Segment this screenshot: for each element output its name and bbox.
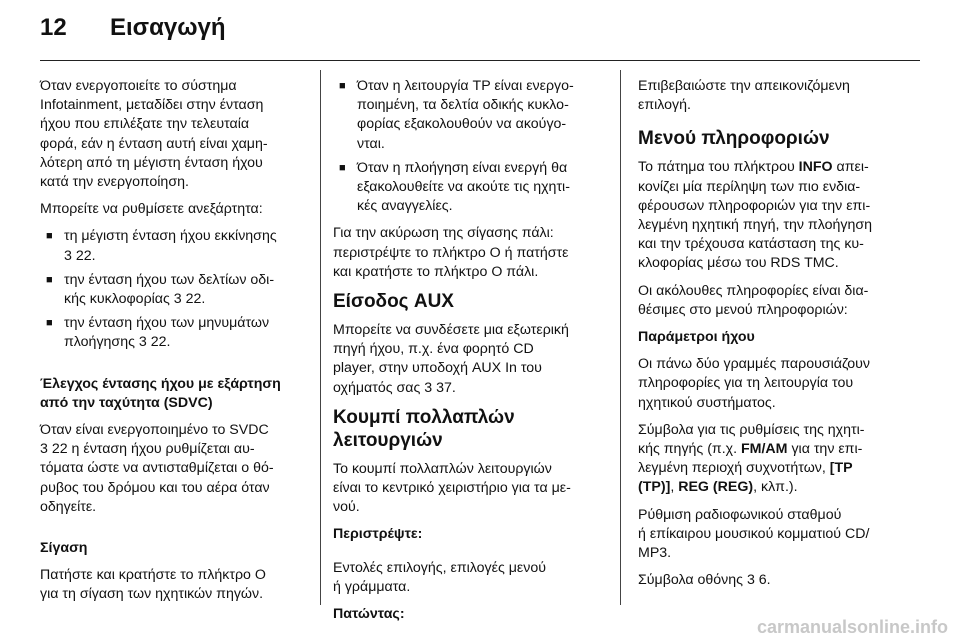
screen-symbols-paragraph: Σύμβολα οθόνης 3 6. [638, 572, 771, 589]
bullet-icon: ■ [339, 80, 346, 92]
press-heading: Πατώντας: [333, 606, 405, 623]
page-header [40, 14, 225, 48]
column-divider-1 [320, 70, 321, 605]
volume-list [40, 227, 310, 352]
cancel-mute-paragraph: Για την ακύρωση της σίγασης πάλι: περιστρέψτε το πλήκτρο O ή πατήστε και κρατήστε το πλήκτρο O πάλι. [333, 225, 569, 280]
page-number: 12 [40, 14, 67, 41]
bullet-icon: ■ [46, 273, 53, 286]
turn-paragraph: Εντολές επιλογής, επιλογές μενού ή γράμματα. [333, 559, 546, 595]
radio-paragraph: Ρύθμιση ραδιοφωνικού σταθμού ή επίκαιρου μουσικού κομματιού CD/ MP3. [638, 506, 870, 562]
info-button-label: INFO [798, 159, 833, 176]
list-item: ■ τη μέγιστη ένταση ήχου εκκίνησης 3 22. [46, 228, 277, 264]
intro-paragraph: Όταν ενεργοποιείτε το σύστημα Infotainment, μεταδίδει στην ένταση ήχου που επιλέξατε την τελευταία φορά, εάν η ένταση αυτή είναι χαμη- λότερη από τη μέγιστη ένταση ήχου κατά την ενεργοποίηση. [40, 78, 268, 191]
list-item: ■ Όταν η πλοήγηση είναι ενεργή θα εξακολουθείτε να ακούτε τις ηχητι- κές αναγγελίες. [339, 159, 570, 215]
tp-label: [TP [829, 460, 853, 477]
mute-notes-list [333, 77, 603, 216]
knob-paragraph: Το κουμπί πολλαπλών λειτουργιών είναι το κεντρικό χειριστήριο για τα με- νού. [333, 460, 571, 516]
turn-heading: Περιστρέψτε: [333, 526, 423, 543]
list-item: ■ Όταν η λειτουργία TP είναι ενεργο- ποιημένη, τα δελτία οδικής κυκλο- φορίας εξακολουθούν να ακούγο- νται. [339, 78, 574, 152]
column-1 [40, 77, 310, 613]
column-2 [333, 77, 603, 632]
confirm-paragraph: Επιβεβαιώστε την απεικονιζόμενη επιλογή. [638, 78, 850, 114]
fmam-label: FM/AM [741, 441, 788, 458]
aux-paragraph: Μπορείτε να συνδέσετε μια εξωτερική πηγή ήχου, π.χ. ένα φορητό CD player, στην υποδοχή AUX In του οχήματός σας 3 37. [333, 322, 569, 396]
symbols-paragraph: Σύμβολα για τις ρυθμίσεις της ηχητι- κής πηγής (π.χ. FM/AM για την επι- λεγμένη περιοχή συχνοτήτων, [TP (TP)], REG (REG), κλπ.). [638, 421, 865, 496]
header-rule [40, 60, 920, 61]
mute-heading: Σίγαση [40, 540, 88, 557]
aux-heading: Είσοδος AUX [333, 291, 454, 313]
sdvc-paragraph: Όταν είναι ενεργοποιημένο το SVDC 3 22 η ένταση ήχου ρυθμίζεται αυ- τόματα ώστε να αντισταθμίζεται ο θό- ρυβος του δρόμου και του αέρα όταν οδηγείτε. [40, 422, 274, 515]
info-menu-heading: Μενού πληροφοριών [638, 128, 830, 150]
mute-paragraph: Πατήστε και κρατήστε το πλήκτρο O για τη σίγαση των ηχητικών πηγών. [40, 567, 266, 603]
reg-label: REG (REG) [678, 479, 754, 496]
bullet-icon: ■ [46, 230, 53, 243]
column-3 [638, 77, 920, 598]
watermark: carmanualsonline.info [756, 617, 948, 637]
bullet-icon: ■ [46, 317, 53, 330]
sdvc-heading: Έλεγχος έντασης ήχου με εξάρτηση από την ταχύτητα (SDVC) [40, 375, 281, 411]
audio-params-heading: Παράμετροι ήχου [638, 329, 755, 346]
column-divider-2 [620, 70, 621, 605]
knob-heading: Κουμπί πολλαπλών λειτουργιών [333, 406, 515, 451]
chapter-title: Εισαγωγή [110, 14, 226, 41]
adjust-paragraph: Μπορείτε να ρυθμίσετε ανεξάρτητα: [40, 201, 263, 218]
bullet-icon: ■ [339, 161, 346, 174]
follow-paragraph: Οι ακόλουθες πληροφορίες είναι δια- θέσιμες στο μενού πληροφοριών: [638, 282, 869, 318]
list-item: ■ την ένταση ήχου των δελτίων οδι- κής κυκλοφορίας 3 22. [46, 271, 275, 308]
info-paragraph: Το πάτημα του πλήκτρου INFO απει- κονίζει μία περίληψη των πιο ενδια- φέρουσων πληροφοριών για την επι- λεγμένη ηχητική πηγή, την πλοήγηση και την τρέχουσα κατάσταση της κυ- κλοφορίας μέσω του RDS TMC. [638, 159, 873, 272]
params-paragraph: Οι πάνω δύο γραμμές παρουσιάζουν πληροφορίες για τη λειτουργία του ηχητικού συστήματος. [638, 356, 871, 411]
list-item: ■ την ένταση ήχου των μηνυμάτων πλοήγησης 3 22. [46, 315, 270, 351]
